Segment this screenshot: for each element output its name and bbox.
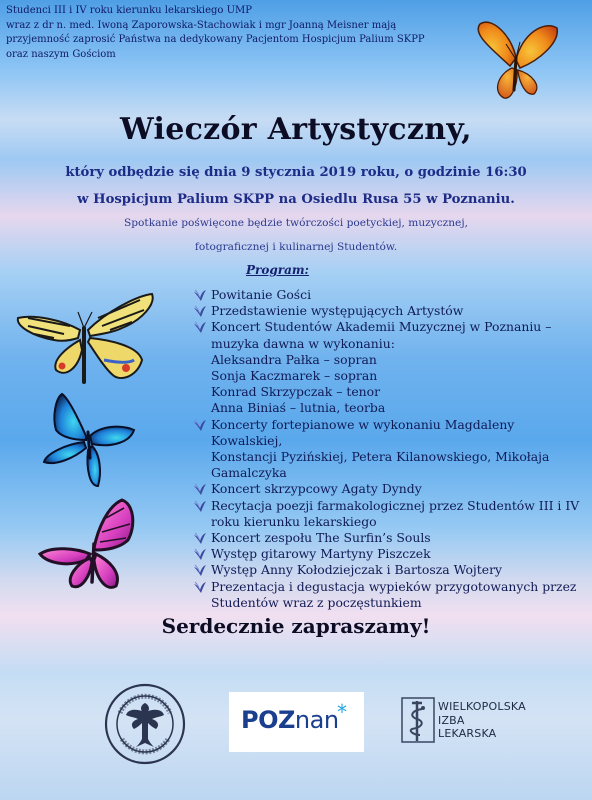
program-item-line: Występ Anny Kołodziejczak i Bartosza Wojtery — [211, 562, 503, 578]
swallow-bird-icon — [193, 564, 207, 577]
medical-chamber-name — [438, 700, 526, 741]
program-item-line: Gamalczyka — [211, 465, 287, 481]
program-item-line: Przedstawienie występujących Artystów — [211, 303, 464, 319]
program-item-line: Aleksandra Pałka – sopran — [211, 351, 377, 367]
program-item-line: Koncert Studentów Akademii Muzycznej w Poznaniu – — [211, 319, 552, 335]
orange-butterfly-icon — [462, 14, 562, 104]
program-item-line: Powitanie Gości — [211, 287, 312, 302]
program-item-line: Studentów wraz z poczęstunkiem — [211, 594, 422, 610]
program-item-line: Koncerty fortepianowe w wykonaniu Magdaleny Kowalskiej, — [211, 416, 515, 448]
program-list — [193, 287, 588, 611]
program-item-line: Sonja Kaczmarek – sopran — [211, 368, 378, 384]
swallow-bird-icon — [193, 289, 207, 302]
program-item-line: Konrad Skrzypczak – tenor — [211, 384, 381, 400]
program-item — [193, 530, 588, 546]
intro-text — [6, 4, 476, 62]
swallow-bird-icon — [193, 419, 207, 432]
intro-line: Studenci III i IV roku kierunku lekarskiego UMP — [6, 5, 253, 16]
program-item — [193, 562, 588, 578]
intro-line: wraz z dr n. med. Iwoną Zaporowska-Stachowiak i mgr Joanną Meisner mają — [6, 19, 397, 31]
medical-chamber-logo — [400, 695, 540, 745]
program-item — [193, 303, 588, 319]
poznan-logo-lower: nan — [294, 706, 339, 734]
intro-line: przyjemność zaprosić Państwa na dedykowany Pacjentom Hospicjum Palium SKPP — [6, 34, 425, 45]
poznan-logo-upper: POZ — [241, 706, 295, 734]
program-item-line: Koncert zespołu The Surfin’s Souls — [211, 530, 431, 546]
poznan-logo-wordmark — [241, 706, 339, 734]
swallow-bird-icon — [193, 548, 207, 561]
blue-morpho-butterfly-icon — [38, 392, 138, 488]
program-item — [193, 498, 588, 530]
medical-chamber-line: WIELKOPOLSKA — [438, 700, 526, 713]
event-date: który odbędzie się dnia 9 stycznia 2019 roku, o godzinie 16:30 — [65, 165, 527, 180]
poznan-star-icon: * — [337, 700, 347, 724]
caduceus-icon — [400, 695, 436, 745]
medical-chamber-line: LEKARSKA — [438, 727, 497, 740]
event-description-line-2: fotograficznej i kulinarnej Studentów. — [194, 241, 398, 253]
program-item-line: Występ gitarowy Martyny Piszczek — [211, 546, 431, 562]
swallow-bird-icon — [193, 321, 207, 334]
swallow-bird-icon — [193, 305, 207, 318]
pink-butterfly-icon — [36, 498, 142, 594]
program-item-line: Prezentacja i degustacja wypieków przygotowanych przez — [211, 578, 577, 594]
program-item — [193, 481, 588, 497]
event-location: w Hospicjum Palium SKPP na Osiedlu Rusa 55 w Poznaniu. — [77, 192, 515, 207]
university-seal-logo — [104, 683, 186, 765]
swallowtail-butterfly-icon — [14, 290, 156, 390]
program-item-line: roku kierunku lekarskiego — [211, 513, 377, 529]
swallow-bird-icon — [193, 532, 207, 545]
program-item — [193, 546, 588, 562]
closing-invitation: Serdecznie zapraszamy! — [161, 614, 431, 638]
swallow-bird-icon — [193, 581, 207, 594]
swallow-bird-icon — [193, 500, 207, 513]
program-item — [193, 579, 588, 611]
event-title: Wieczór Artystyczny, — [120, 112, 472, 147]
program-heading: Program: — [246, 263, 309, 277]
program-item-line: muzyka dawna w wykonaniu: — [211, 335, 395, 351]
intro-line: oraz naszym Gościom — [6, 48, 116, 60]
program-item — [193, 417, 588, 482]
medical-chamber-line: IZBA — [438, 713, 465, 727]
program-item-line: Koncert skrzypcowy Agaty Dyndy — [211, 481, 422, 497]
program-item-line: Konstancji Pyzińskiej, Petera Kilanowskiego, Mikołaja — [211, 449, 550, 465]
program-item — [193, 319, 588, 416]
program-item-line: Recytacja poezji farmakologicznej przez Studentów III i IV — [211, 497, 580, 513]
event-description-line-1: Spotkanie poświęcone będzie twórczości poetyckiej, muzycznej, — [124, 217, 468, 229]
poznan-city-logo — [229, 692, 364, 752]
program-item — [193, 287, 588, 303]
program-item-line: Anna Biniaś – lutnia, teorba — [211, 400, 386, 416]
swallow-bird-icon — [193, 483, 207, 496]
